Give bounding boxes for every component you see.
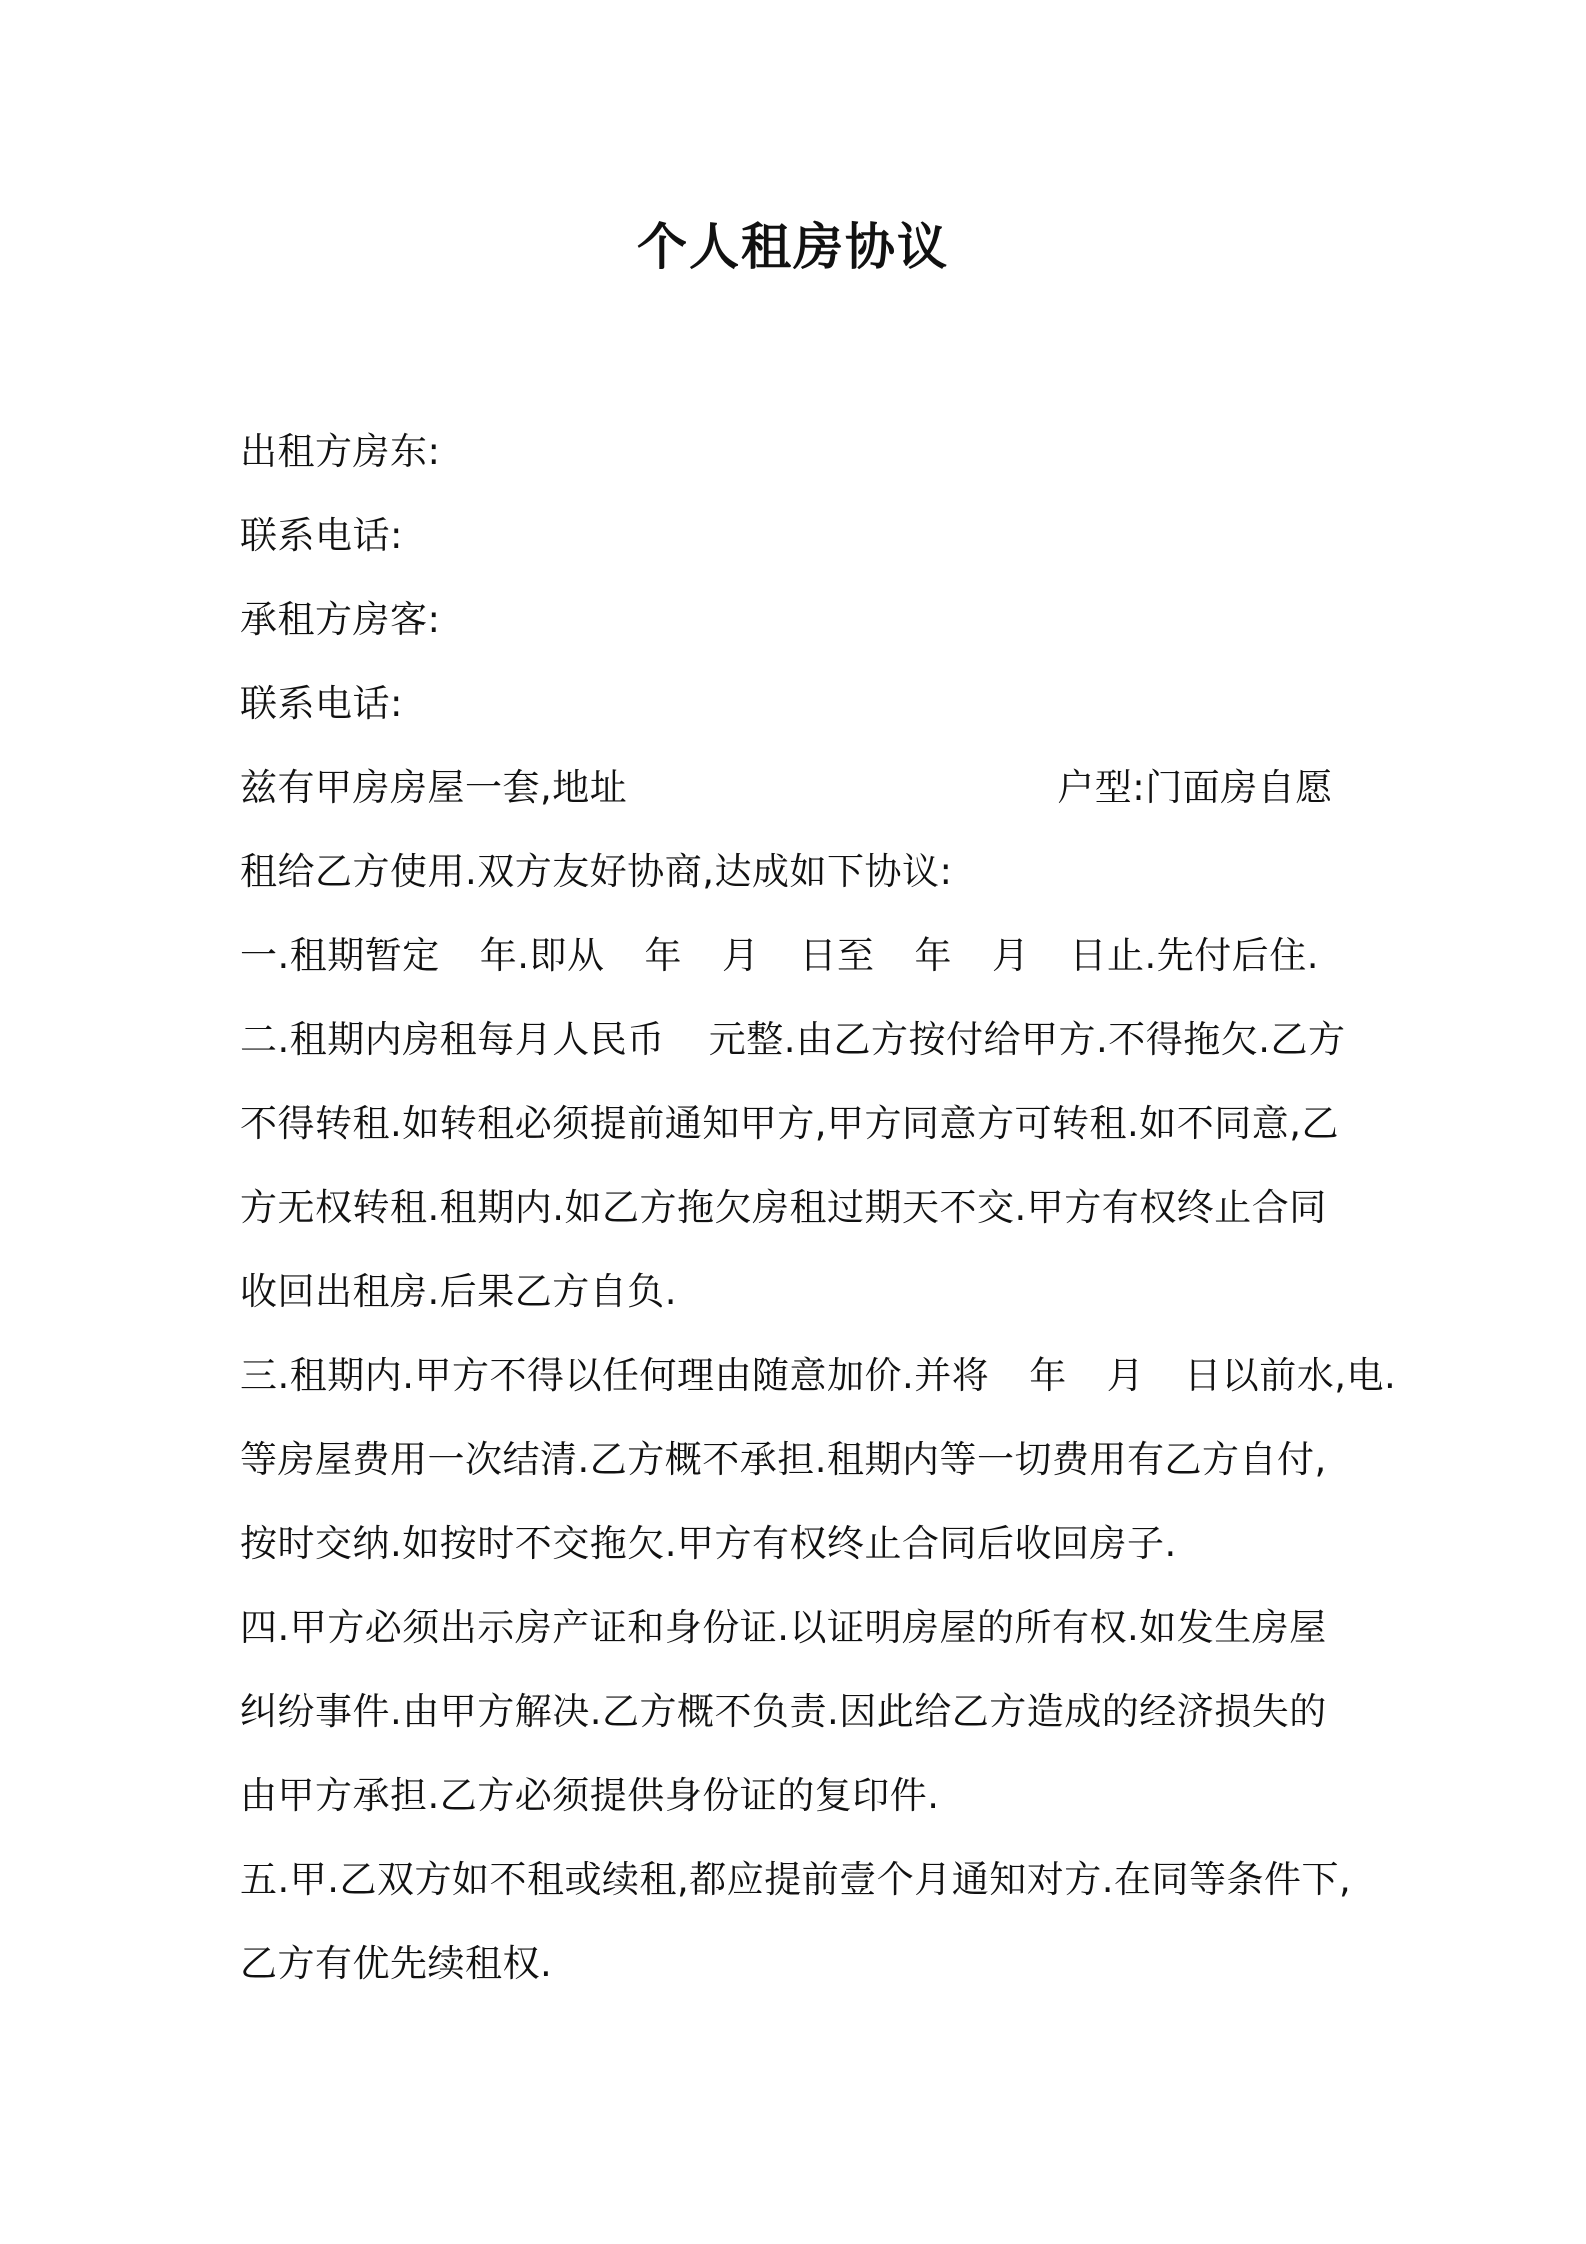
clause-4-line-3: 由甲方承担.乙方必须提供身份证的复印件. — [240, 1774, 940, 1817]
tenant-phone-field: 联系电话: — [240, 682, 403, 725]
clause-3-day: 日以前水,电. — [1184, 1354, 1397, 1397]
clause-4-line-2: 纠纷事件.由甲方解决.乙方概不负责.因此给乙方造成的经济损失的 — [240, 1690, 1327, 1733]
clause-2-line-4: 收回出租房.后果乙方自负. — [240, 1270, 678, 1313]
clause-2-line-1 — [240, 998, 1360, 1082]
clause-1-end-year: 年 — [914, 934, 953, 977]
clause-3-text: 三.租期内.甲方不得以任何理由随意加价.并将 — [240, 1354, 990, 1397]
clause-3-year: 年 — [1029, 1354, 1067, 1397]
clause-3-month: 月 — [1106, 1354, 1145, 1397]
clause-2-rent-text: 二.租期内房租每月人民币 — [240, 1018, 665, 1061]
clause-1-line-1 — [240, 914, 1360, 998]
clause-1-start-year: 年 — [644, 934, 683, 977]
landlord-phone-field: 联系电话: — [240, 514, 403, 557]
clause-2-line-2: 不得转租.如转租必须提前通知甲方,甲方同意方可转租.如不同意,乙 — [240, 1102, 1340, 1145]
clause-1-end-day: 日止.先付后住. — [1069, 934, 1320, 977]
clause-1-years-from: 年.即从 — [479, 934, 605, 977]
intro-line-1 — [240, 746, 1360, 830]
clause-5-line-1: 五.甲.乙双方如不租或续租,都应提前壹个月通知对方.在同等条件下, — [240, 1858, 1352, 1901]
clause-1-start-day: 日至 — [799, 934, 875, 977]
clause-4-line-1: 四.甲方必须出示房产证和身份证.以证明房屋的所有权.如发生房屋 — [240, 1606, 1327, 1649]
intro-address-text: 兹有甲房房屋一套,地址 — [240, 766, 628, 809]
document-body — [240, 410, 1397, 2006]
landlord-field: 出租方房东: — [240, 430, 441, 473]
clause-1-term: 一.租期暂定 — [240, 934, 440, 977]
clause-3-line-2: 等房屋费用一次结清.乙方概不承担.租期内等一切费用有乙方自付, — [240, 1438, 1327, 1481]
clause-1-start-month: 月 — [722, 934, 760, 977]
clause-1-end-month: 月 — [992, 934, 1030, 977]
clause-2-line-3: 方无权转租.租期内.如乙方拖欠房租过期天不交.甲方有权终止合同 — [240, 1186, 1327, 1229]
clause-2-rent-tail: 元整.由乙方按付给甲方.不得拖欠.乙方 — [708, 1018, 1346, 1061]
document-title: 个人租房协议 — [637, 218, 949, 276]
clause-3-line-1 — [240, 1334, 1397, 1418]
intro-house-type-text: 户型:门面房自愿 — [1057, 766, 1333, 809]
clause-3-line-3: 按时交纳.如按时不交拖欠.甲方有权终止合同后收回房子. — [240, 1522, 1177, 1565]
clause-5-line-2: 乙方有优先续租权. — [240, 1942, 553, 1985]
intro-line-2: 租给乙方使用.双方友好协商,达成如下协议: — [240, 850, 953, 893]
tenant-field: 承租方房客: — [240, 598, 441, 641]
